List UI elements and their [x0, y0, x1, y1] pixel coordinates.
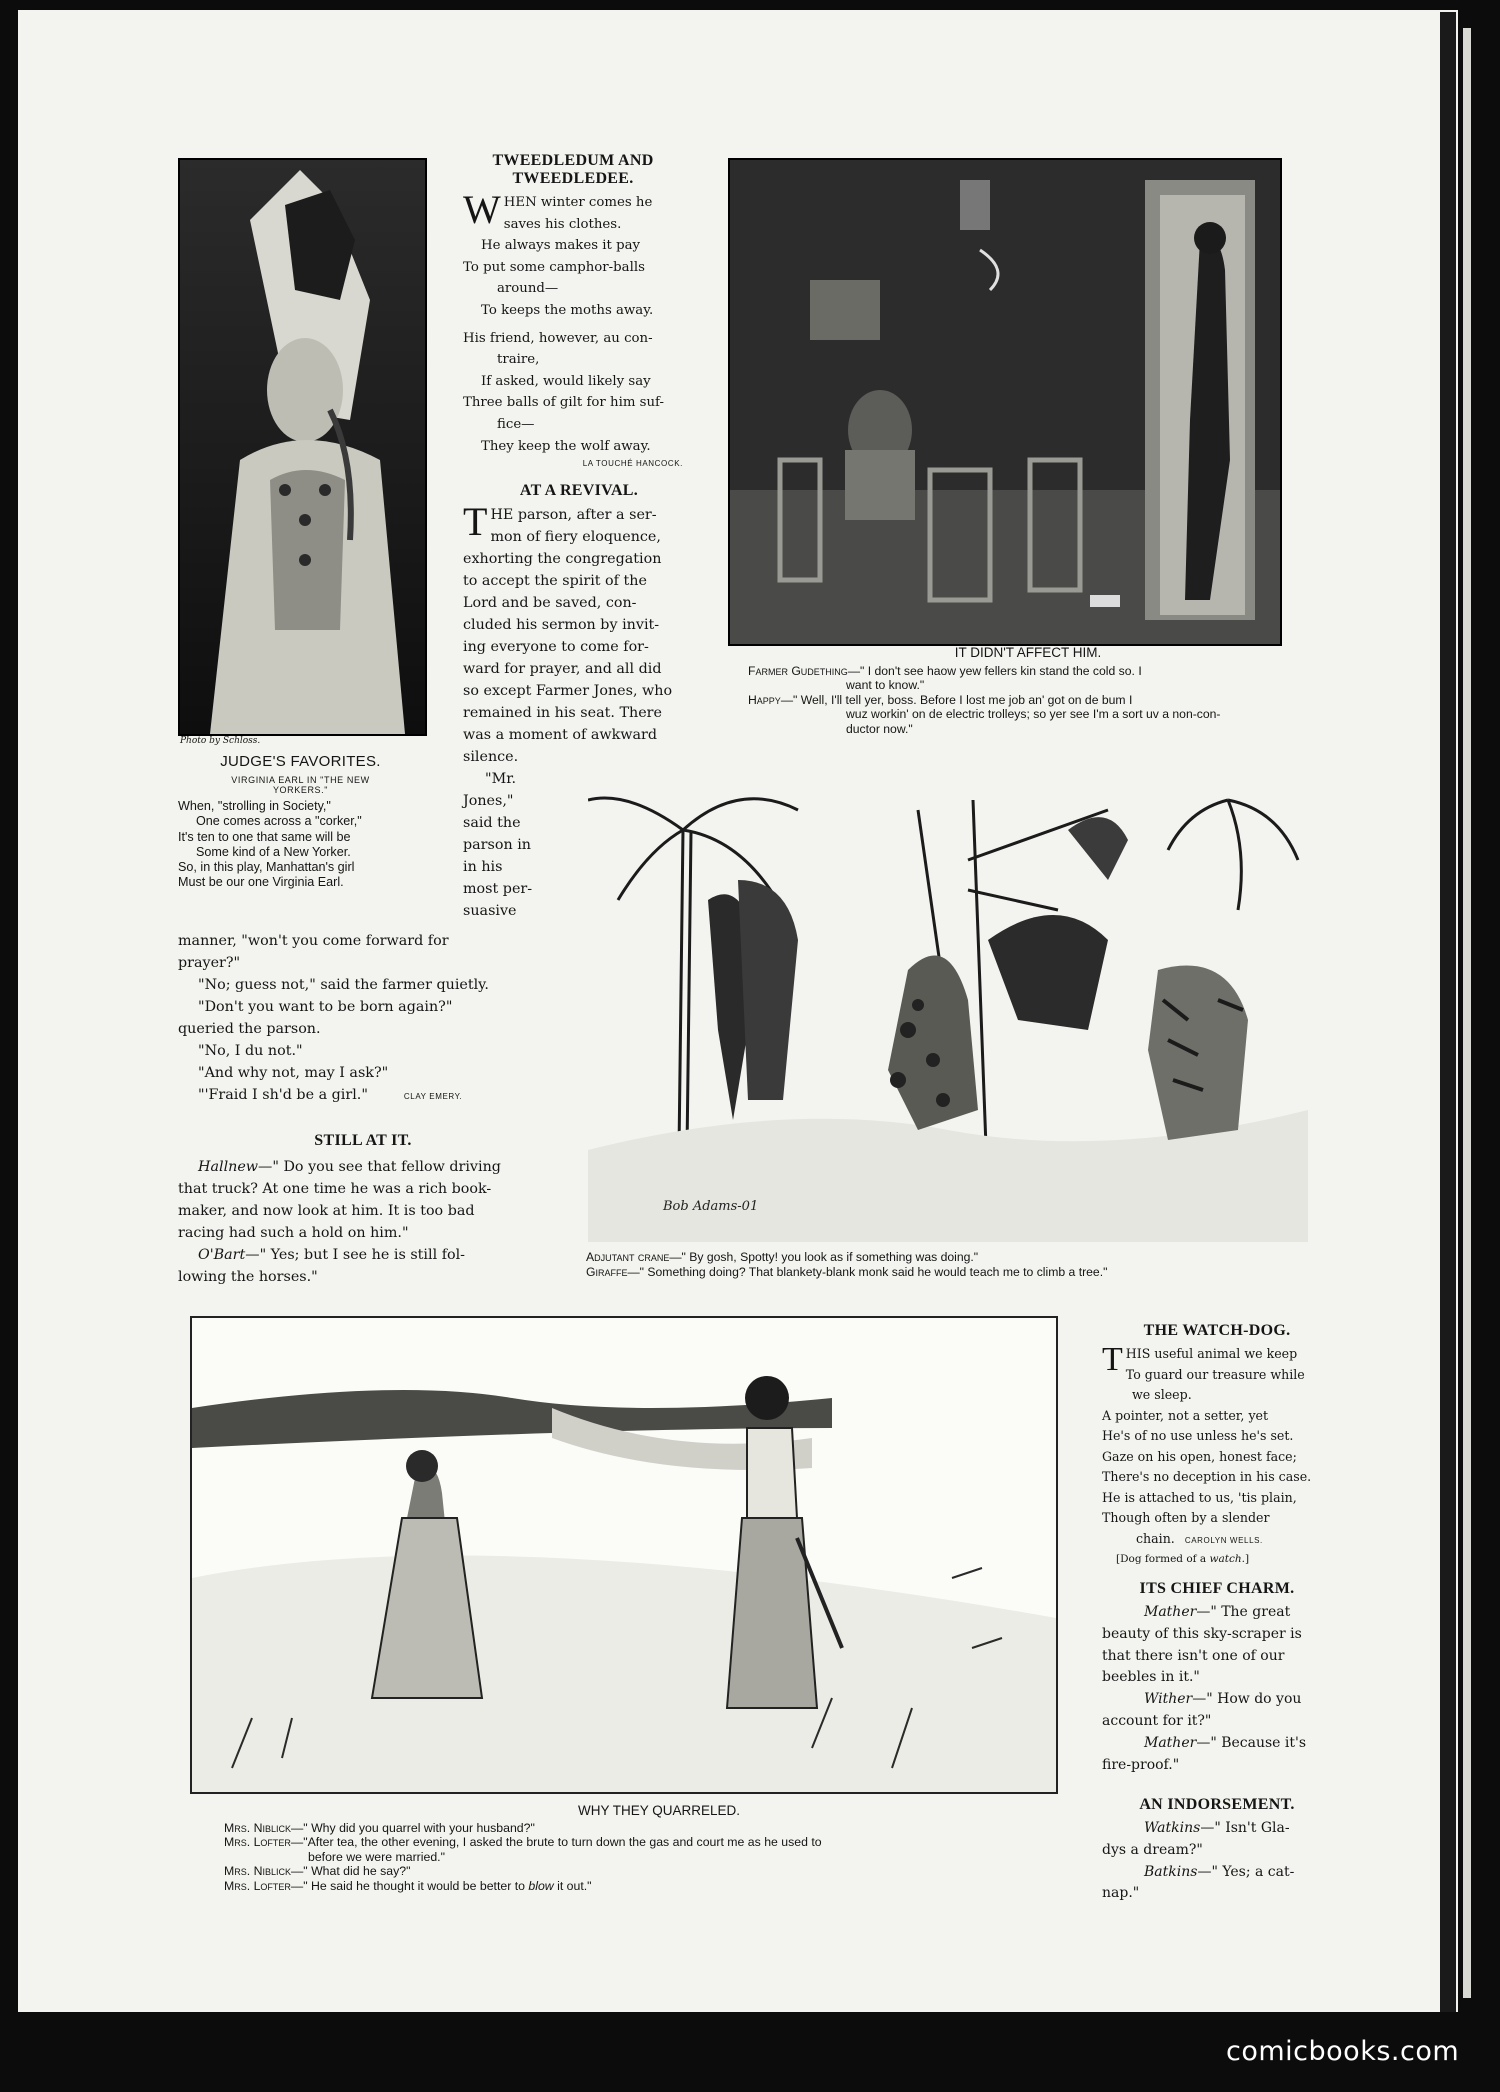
verse-line: So, in this play, Manhattan's girl [178, 860, 355, 875]
dialogue-line: want to know." [846, 678, 925, 692]
prose-line: HE parson, after a ser- [490, 507, 657, 523]
verse-line: Must be our one Virginia Earl. [178, 875, 344, 890]
dialogue-line [224, 1864, 1044, 1879]
dialogue-line [1102, 1602, 1332, 1624]
dialogue-line [224, 1835, 1044, 1850]
prose-line: racing had such a hold on him." [178, 1225, 409, 1241]
watch-dog-section [1102, 1322, 1332, 1565]
closing-line: chain. [1136, 1530, 1175, 1546]
prose-line: in his [463, 859, 503, 875]
prose-line: cluded his sermon by invit- [463, 617, 660, 633]
speech: —" He said he thought it would be better to [290, 1878, 529, 1893]
verse-line: If asked, would likely say [481, 373, 651, 389]
dialogue-line [1102, 1862, 1332, 1884]
dialogue-line [1102, 1689, 1332, 1711]
verse-line: HEN winter comes he [503, 195, 653, 210]
binding-edge [1440, 12, 1456, 2012]
speaker: Mrs. Lofter [224, 1835, 291, 1849]
dialogue-line [178, 1156, 548, 1178]
still-at-it-title: STILL AT IT. [314, 1132, 412, 1149]
revival-author: CLAY EMERY. [403, 1092, 463, 1101]
drop-cap: W [463, 187, 501, 232]
speech: —" How do you [1192, 1691, 1302, 1708]
dialogue-line [748, 693, 1308, 708]
prose-line: "Don't you want to be born again?" [198, 999, 453, 1015]
prose-line: nap." [1102, 1885, 1140, 1902]
prose-line: to accept the spirit of the [463, 573, 647, 589]
speech: —" Yes; a cat- [1197, 1863, 1295, 1880]
prose-line: "Mr. [485, 771, 517, 787]
why-they-quarreled-section [224, 1804, 1044, 1893]
prose-line: dys a dream?" [1102, 1841, 1203, 1858]
watch-dog-title: THE WATCH-DOG. [1143, 1322, 1291, 1339]
prose-line: mon of fiery eloquence, [490, 529, 661, 545]
prose-line: lowing the horses." [178, 1269, 318, 1285]
jungle-caption [586, 1250, 1316, 1279]
speech: —" Something doing? That blankety-blank monk said he would teach me to climb a tree." [627, 1264, 1108, 1279]
verse-line: To guard our treasure while [1125, 1366, 1305, 1382]
prose-line: account for it?" [1102, 1712, 1212, 1729]
watch-dog-author: CAROLYN WELLS. [1184, 1535, 1263, 1545]
dialogue-line [1102, 1818, 1332, 1840]
prose-line: suasive [463, 903, 517, 919]
prose-line: beebles in it." [1102, 1669, 1200, 1686]
chief-charm-title: ITS CHIEF CHARM. [1139, 1580, 1295, 1597]
prose-line: "No, I du not." [198, 1043, 303, 1059]
indorsement-section [1102, 1796, 1332, 1905]
note-text: [Dog formed of a [1116, 1553, 1210, 1565]
drop-cap: T [463, 499, 488, 544]
verse-line: He's of no use unless he's set. [1102, 1428, 1294, 1443]
site-watermark: comicbooks.com [1226, 2036, 1460, 2067]
dialogue-line [224, 1821, 1044, 1836]
next-page-edge [1463, 28, 1471, 1998]
dialogue-line [586, 1265, 1316, 1280]
dialogue-line [748, 664, 1308, 679]
verse-line: He always makes it pay [481, 238, 641, 254]
speech: —" By gosh, Spotty! you look as if something was doing." [669, 1250, 979, 1264]
revival-continuation [178, 930, 548, 1108]
note-text: .] [1241, 1553, 1250, 1565]
dialogue-line: ductor now." [846, 721, 913, 736]
prose-line: most per- [463, 881, 533, 897]
verse-line: They keep the wolf away. [481, 438, 651, 454]
prose-line: queried the parson. [178, 1021, 321, 1037]
prose-line: remained in his seat. There [463, 705, 662, 721]
judges-favorites-subtitle-1: VIRGINIA EARL IN "THE NEW [231, 775, 370, 785]
golf-cartoon [190, 1316, 1058, 1794]
speaker: Batkins [1144, 1863, 1198, 1880]
speech: —"After tea, the other evening, I asked the brute to turn down the gas and court me as he used to [290, 1835, 822, 1849]
chief-charm-section [1102, 1580, 1332, 1776]
verse-line: When, "strolling in Society," [178, 799, 331, 813]
prose-line: ing everyone to come for- [463, 639, 649, 655]
verse-line: To put some camphor-balls [463, 259, 645, 275]
prose-line: silence. [463, 749, 519, 765]
speaker: Happy [748, 692, 781, 707]
verse-line: Though often by a slender [1102, 1510, 1270, 1525]
still-at-it-section [178, 1132, 548, 1288]
artist-signature: Bob Adams-01 [663, 1199, 759, 1214]
prose-line [178, 1084, 548, 1108]
speaker: Mather [1144, 1734, 1197, 1751]
dialogue-line [178, 1244, 548, 1266]
revival-title: AT A REVIVAL. [519, 482, 639, 499]
verse-line: To keeps the moths away. [481, 302, 654, 318]
prose-line: prayer?" [178, 955, 241, 971]
verse-line: There's no deception in his case. [1102, 1469, 1312, 1484]
speech: —" What did he say?" [290, 1864, 411, 1878]
prose-line: fire-proof." [1102, 1756, 1180, 1773]
verse-line: It's ten to one that same will be [178, 829, 351, 844]
virginia-earl-photo [178, 158, 427, 736]
prose-line: said the [463, 815, 521, 831]
verse-line: traire, [497, 352, 540, 368]
speaker: Wither [1144, 1691, 1193, 1708]
verse-line [1102, 1529, 1332, 1552]
dialogue-line [1102, 1733, 1332, 1755]
dialogue-line [224, 1879, 1044, 1894]
verse-line: One comes across a "corker," [196, 814, 362, 829]
prose-line: was a moment of awkward [463, 727, 658, 743]
prose-line: that truck? At one time he was a rich book- [178, 1181, 492, 1197]
didnt-affect-section [748, 646, 1308, 736]
farmhouse-photo [728, 158, 1282, 646]
tweedledum-title-2: TWEEDLEDEE. [512, 170, 634, 187]
indorsement-title: AN INDORSEMENT. [1139, 1796, 1295, 1813]
verse-line: around— [497, 281, 559, 297]
quarrel-title: WHY THEY QUARRELED. [577, 1803, 741, 1818]
tweedledum-author: LA TOUCHÉ HANCOCK. [582, 459, 683, 469]
prose-line: so except Farmer Jones, who [463, 683, 673, 699]
speech: —" Yes; but I see he is still fol- [245, 1247, 465, 1263]
verse-line: Three balls of gilt for him suf- [463, 395, 664, 411]
dialogue-line [586, 1250, 1316, 1265]
watch-dog-note [1102, 1553, 1332, 1565]
jungle-cartoon [588, 770, 1308, 1242]
drop-cap: T [1102, 1341, 1123, 1378]
speech: —" Why did you quarrel with your husband?" [290, 1820, 535, 1835]
judges-favorites-section [178, 753, 423, 891]
speaker: Mrs. Lofter [224, 1878, 291, 1893]
verse-line: A pointer, not a setter, yet [1102, 1407, 1269, 1423]
photo-credit: Photo by Schloss. [180, 736, 261, 746]
emphasis: blow [528, 1878, 554, 1893]
dialogue-line: wuz workin' on de electric trolleys; so yer see I'm a sort uv a non-con- [846, 707, 1221, 721]
prose-line: beauty of this sky-scraper is [1102, 1625, 1302, 1642]
prose-line: parson in [463, 837, 531, 853]
speaker: Watkins [1144, 1820, 1201, 1836]
speech: —" Isn't Gla- [1200, 1820, 1290, 1836]
tweedledum-section [463, 152, 683, 468]
dialogue-line: before we were married." [308, 1849, 445, 1864]
speaker: O'Bart [198, 1247, 246, 1263]
speaker: Mather [1144, 1604, 1197, 1620]
speaker: Farmer Gudething [748, 663, 848, 678]
speech: —" I don't see haow yew fellers kin stand the cold so. I [847, 663, 1142, 678]
speaker: Giraffe [586, 1264, 628, 1279]
prose-line: Lord and be saved, con- [463, 595, 637, 611]
emphasis: watch [1209, 1553, 1242, 1565]
verse-line: He is attached to us, 'tis plain, [1102, 1489, 1297, 1505]
judges-favorites-subtitle-2: YORKERS." [272, 785, 329, 795]
verse-line: saves his clothes. [503, 216, 622, 232]
judges-favorites-title: JUDGE'S FAVORITES. [220, 753, 381, 770]
verse-line: fice— [497, 416, 535, 432]
prose-line: Jones," [463, 793, 514, 809]
speech: it out." [553, 1878, 592, 1893]
speaker: Adjutant crane [586, 1250, 670, 1264]
prose-line: "No; guess not," said the farmer quietly. [198, 977, 489, 993]
speech: —" Well, I'll tell yer, boss. Before I lost me job an' got on de bum I [780, 692, 1133, 707]
verse-line: Some kind of a New Yorker. [196, 844, 351, 859]
verse-line: HIS useful animal we keep [1125, 1346, 1298, 1361]
speech: —" Because it's [1196, 1734, 1307, 1751]
speaker: Hallnew [198, 1159, 259, 1175]
verse-line: we sleep. [1132, 1387, 1192, 1402]
speaker: Mrs. Niblick [224, 1864, 291, 1878]
prose-line: "And why not, may I ask?" [198, 1065, 389, 1081]
prose-line: ward for prayer, and all did [463, 661, 662, 677]
speaker: Mrs. Niblick [224, 1820, 291, 1835]
prose-line: that there isn't one of our [1102, 1647, 1285, 1664]
speech: —" Do you see that fellow driving [258, 1159, 501, 1175]
verse-line: His friend, however, au con- [463, 330, 653, 346]
didnt-affect-title: IT DIDN'T AFFECT HIM. [954, 645, 1102, 660]
speech: —" The great [1196, 1604, 1291, 1620]
verse-line: Gaze on his open, honest face; [1102, 1448, 1297, 1464]
closing-line: "'Fraid I sh'd be a girl." [198, 1087, 368, 1103]
tweedledum-title-1: TWEEDLEDUM AND [492, 152, 654, 169]
prose-line: maker, and now look at him. It is too bad [178, 1203, 475, 1219]
prose-line: manner, "won't you come forward for [178, 933, 449, 949]
prose-line: exhorting the congregation [463, 551, 662, 567]
